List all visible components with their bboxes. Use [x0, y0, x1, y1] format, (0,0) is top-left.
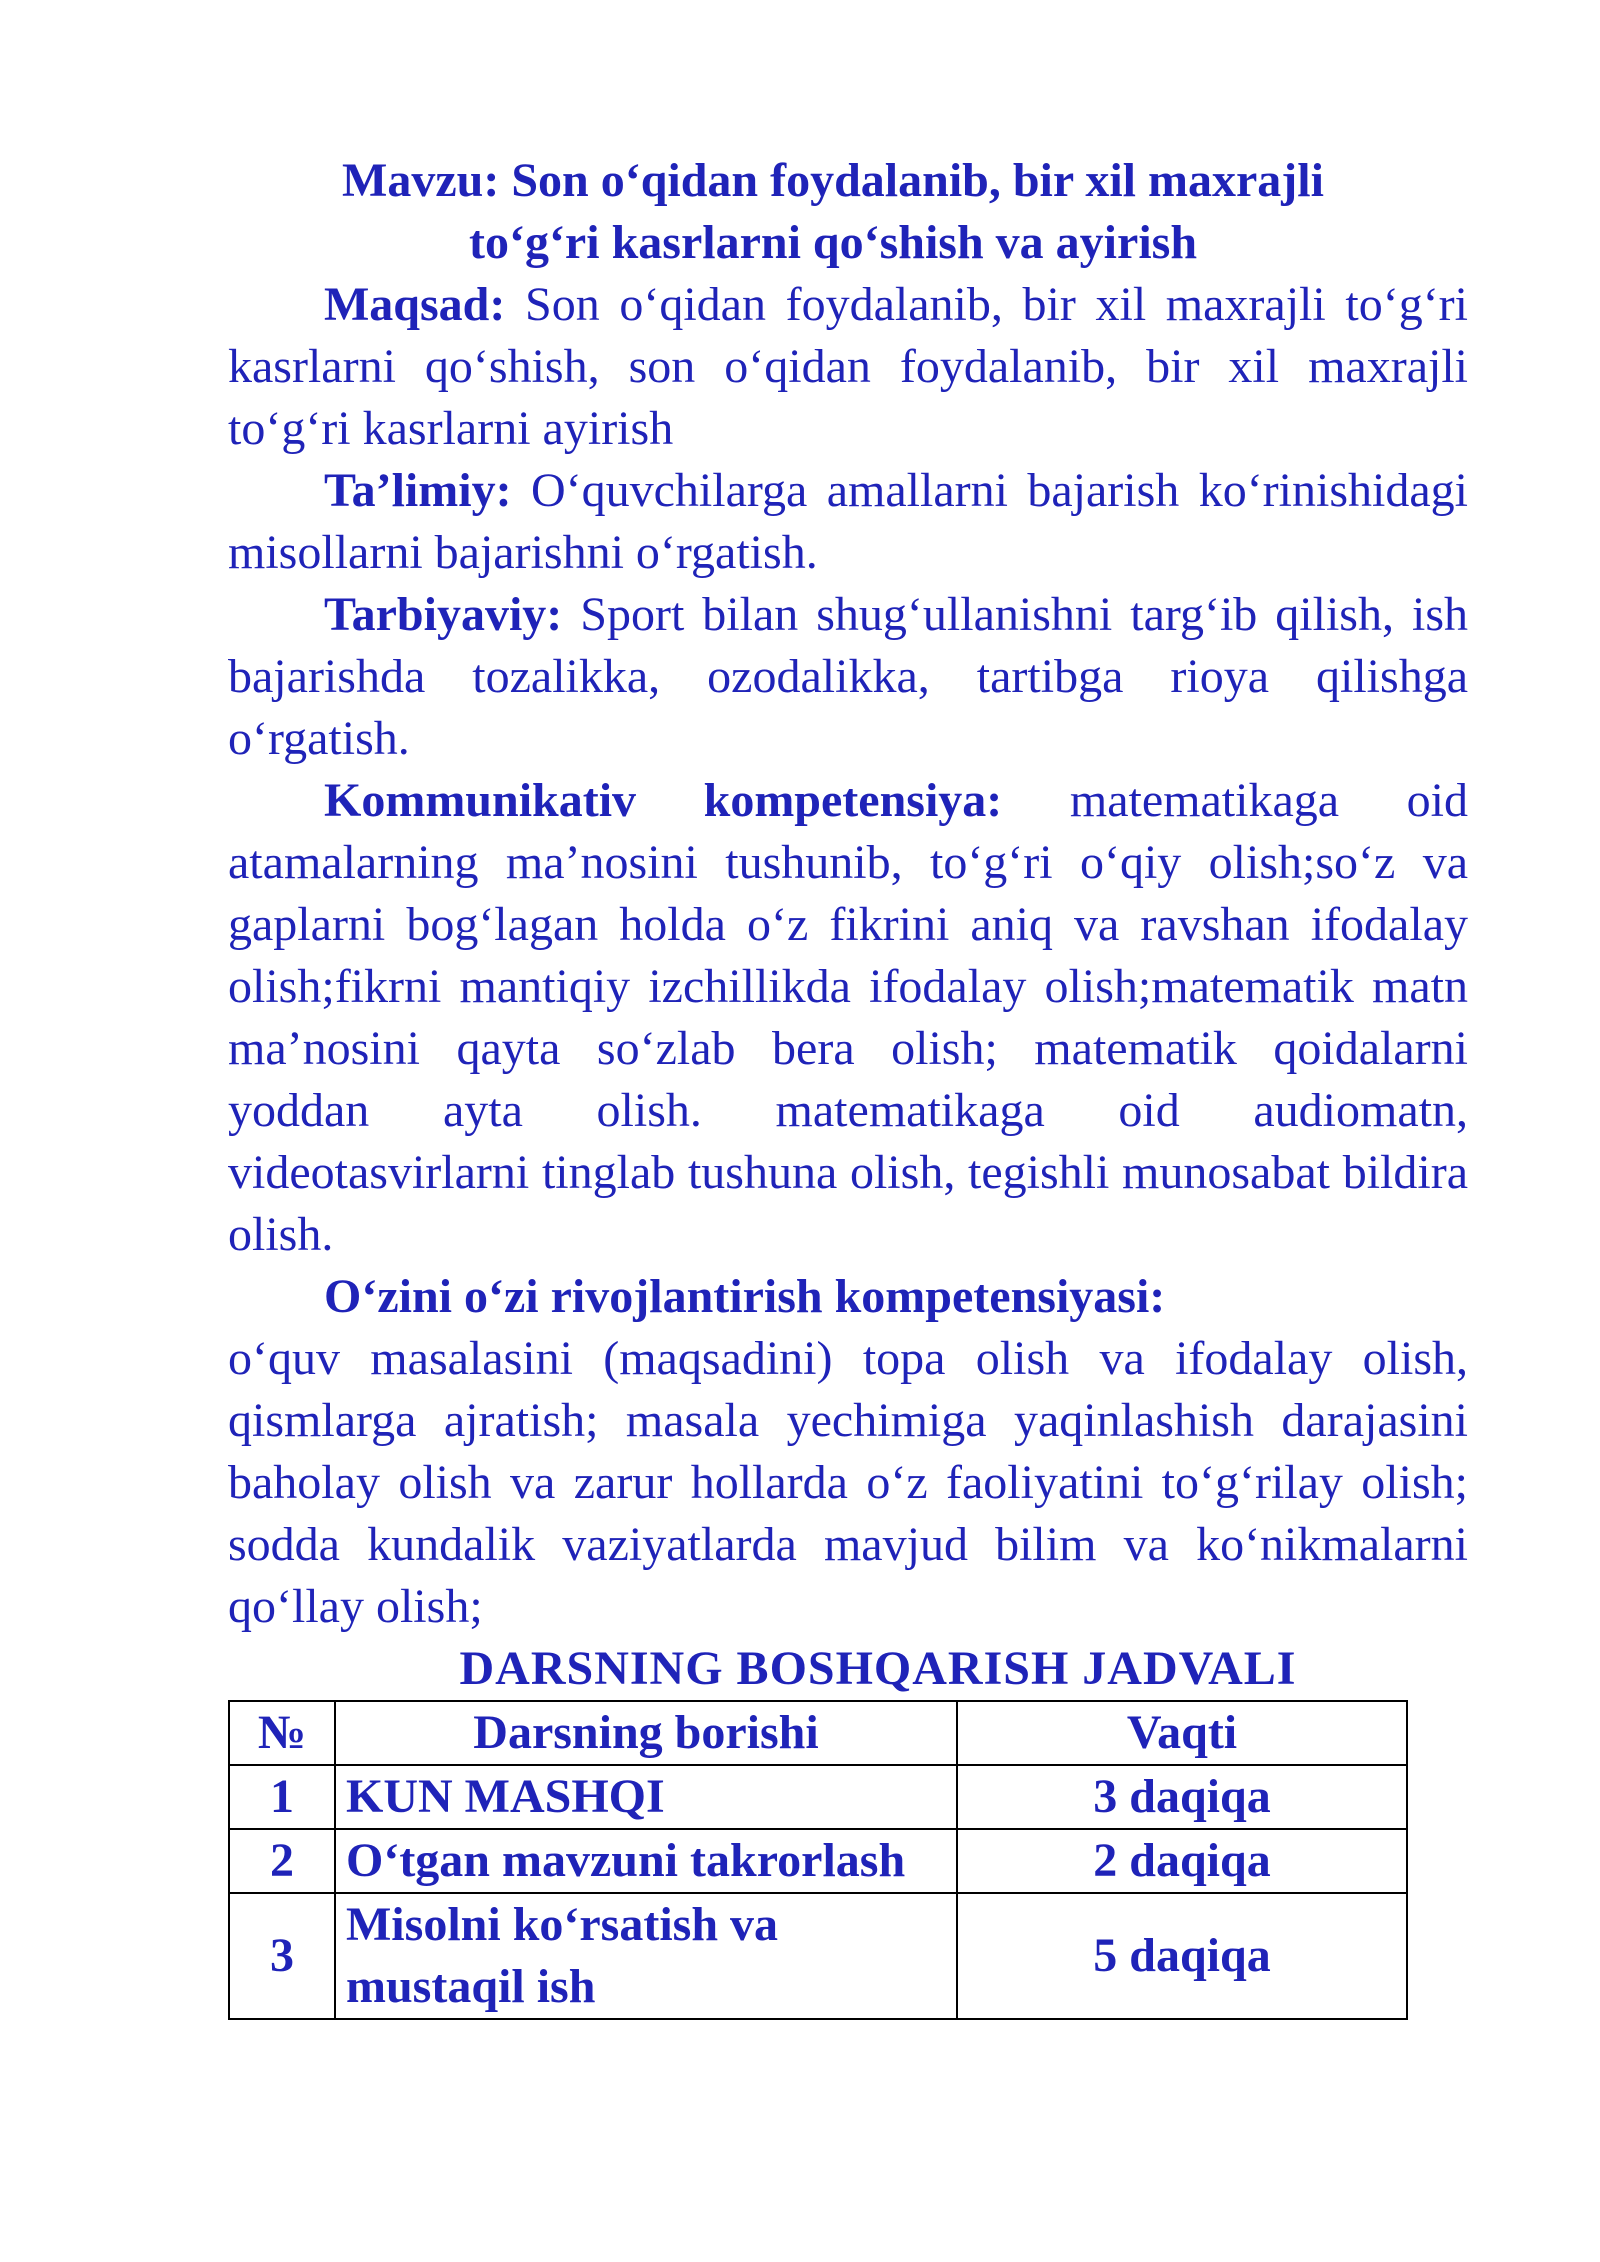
row-number: 2	[229, 1829, 335, 1893]
tarbiyaviy-text: Sport bilan shug‘ullanishni targ‘ib qilish, ish bajarishda tozalikka, ozodalikka, tartibga rioya qilishga o‘rgatish.	[228, 588, 1468, 765]
header-number: №	[229, 1701, 335, 1765]
title-line-2: to‘g‘ri kasrlarni qo‘shish va ayirish	[468, 216, 1198, 269]
talimiy-label: Ta’limiy:	[324, 464, 512, 517]
row-time: 2 daqiqa	[957, 1829, 1407, 1893]
table-row	[229, 1829, 1407, 1893]
header-time: Vaqti	[957, 1701, 1407, 1765]
kommunikativ-label: Kommunikativ kompetensiya:	[324, 774, 1003, 827]
table-row	[229, 1893, 1407, 2019]
header-step: Darsning borishi	[335, 1701, 957, 1765]
tarbiyaviy-label: Tarbiyaviy:	[324, 588, 563, 641]
lesson-title	[228, 150, 1468, 274]
tarbiyaviy-paragraph	[228, 584, 1468, 770]
kommunikativ-paragraph	[228, 770, 1468, 1266]
row-step: O‘tgan mavzuni takrorlash	[335, 1829, 957, 1893]
table-row	[229, 1765, 1407, 1829]
row-number: 1	[229, 1765, 335, 1829]
row-time: 3 daqiqa	[957, 1765, 1407, 1829]
maqsad-paragraph	[228, 274, 1468, 460]
kommunikativ-text: matematikaga oid atamalarning ma’nosini tushunib, to‘g‘ri o‘qiy olish;so‘z va gaplarni bog‘lagan holda o‘z fikrini aniq va ravshan ifodalay olish;fikrni mantiqiy izchillikda ifodalay olish;matematik matn ma’nosini qayta so‘zlab bera olish; matematik qoidalarni yoddan ayta olish. matematikaga oid audiomatn, videotasvirlarni tinglab tushuna olish, tegishli munosabat bildira olish.	[228, 774, 1468, 1261]
ozini-label: O‘zini o‘zi rivojlantirish kompetensiyasi:	[324, 1270, 1166, 1323]
table-title: DARSNING BOSHQARISH JADVALI	[459, 1642, 1297, 1695]
lesson-plan-table	[228, 1700, 1408, 2020]
title-line-1: Mavzu: Son o‘qidan foydalanib, bir xil maxrajli	[342, 154, 1324, 207]
talimiy-text: O‘quvchilarga amallarni bajarish ko‘rinishidagi misollarni bajarishni o‘rgatish.	[228, 464, 1468, 579]
table-header-row	[229, 1701, 1407, 1765]
row-step: KUN MASHQI	[335, 1765, 957, 1829]
talimiy-paragraph	[228, 460, 1468, 584]
document-page	[228, 150, 1468, 2020]
row-step: Misolni ko‘rsatish va mustaqil ish	[335, 1893, 957, 2019]
ozini-text: o‘quv masalasini (maqsadini) topa olish va ifodalay olish, qismlarga ajratish; masala yechimiga yaqinlashish darajasini baholay olish va zarur hollarda o‘z faoliyatini to‘g‘rilay olish; sodda kundalik vaziyatlarda mavjud bilim va ko‘nikmalarni qo‘llay olish;	[228, 1332, 1468, 1633]
row-time: 5 daqiqa	[957, 1893, 1407, 2019]
row-number: 3	[229, 1893, 335, 2019]
maqsad-text: Son o‘qidan foydalanib, bir xil maxrajli to‘g‘ri kasrlarni qo‘shish, son o‘qidan foydalanib, bir xil maxrajli to‘g‘ri kasrlarni ayirish	[228, 278, 1468, 455]
maqsad-label: Maqsad:	[324, 278, 506, 331]
